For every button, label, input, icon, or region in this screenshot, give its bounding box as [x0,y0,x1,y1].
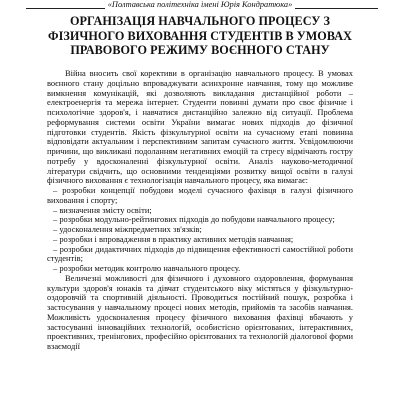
list-item: – розробки модульно-рейтингових підходів до побудови навчального процесу; [53,214,335,225]
list-item: – визначення змісту освіти; [53,204,152,215]
list-item: – розробки і впровадження в практику активних методів навчання; [53,233,294,244]
closing-paragraph: Величезні можливості для фізичного і духовного оздоровлення, формування культури здоров'я юнаків та дівчат студентського віку містяться у фізкультурно-оздоровчій та спортивній діяльності. Проводиться постійний пошук, розробка і застосування у навчальному процесі нових методів, прийомів та засобів навчання. Можливість удосконалення процесу фізичного виховання фахівці вбачають у застосуванні інноваційних технологій, особистісно орієнтованих, інтерактивних, проективних, тренінгових, професійно орієнтованих та технологій діалогової форми взаємодії [47,272,353,351]
list-item: – удосконалення міжпредметних зв'язків; [53,224,202,234]
running-header [0,0,400,9]
intro-paragraph: Війна вносить свої корективи в організацію навчального процесу. В умовах воєнного стану доцільно впроваджувати асинхронне навчання, тому що можливе вимкнення комунікацій, які дозволяють викладання дистанційної роботи – електроенергія та мережа інтернет. Студенти повинні думати про своє фізичне і психологічне здоров'я, і навчатися дистанційно залежно від ситуації. Проблема реформування системи освіти України вимагає нових підходів до фізичної підготовки студентів. Якість фізкультурної освіти на сучасному етапі повинна відповідати актуальним і перспективним запитам сучасного життя. Усвідомлюючи причини, що викликані подоланням негативних емоцій та стресу відмічають гостру потребу у вдосконаленні фізкультурної освіти. Аналіз науково-методичної літератури свідчить, що основними тенденціями розвитку вищої освіти в галузі фізичного виховання є технологізація навчального процесу, яка вимагає: [47,68,353,186]
running-header-text: «Полтавська політехніка імені Юрія Кондратюка» [105,0,296,9]
list-item: – розробки концепції побудови моделі сучасного фахівця в галузі фізичного виховання і спорту; [47,185,353,205]
list-item: – розробки дидактичних підходів до підвищення ефективності самостійної роботи студентів; [47,243,353,264]
list-item: – розробки методик контролю навчального процесу. [53,263,241,273]
article-title: ОРГАНІЗАЦІЯ НАВЧАЛЬНОГО ПРОЦЕСУ З ФІЗИЧНОГО ВИХОВАННЯ СТУДЕНТІВ В УМОВАХ ПРАВОВОГО РЕЖИМУ ВОЄННОГО СТАНУ [48,14,352,58]
article-body [47,69,353,352]
